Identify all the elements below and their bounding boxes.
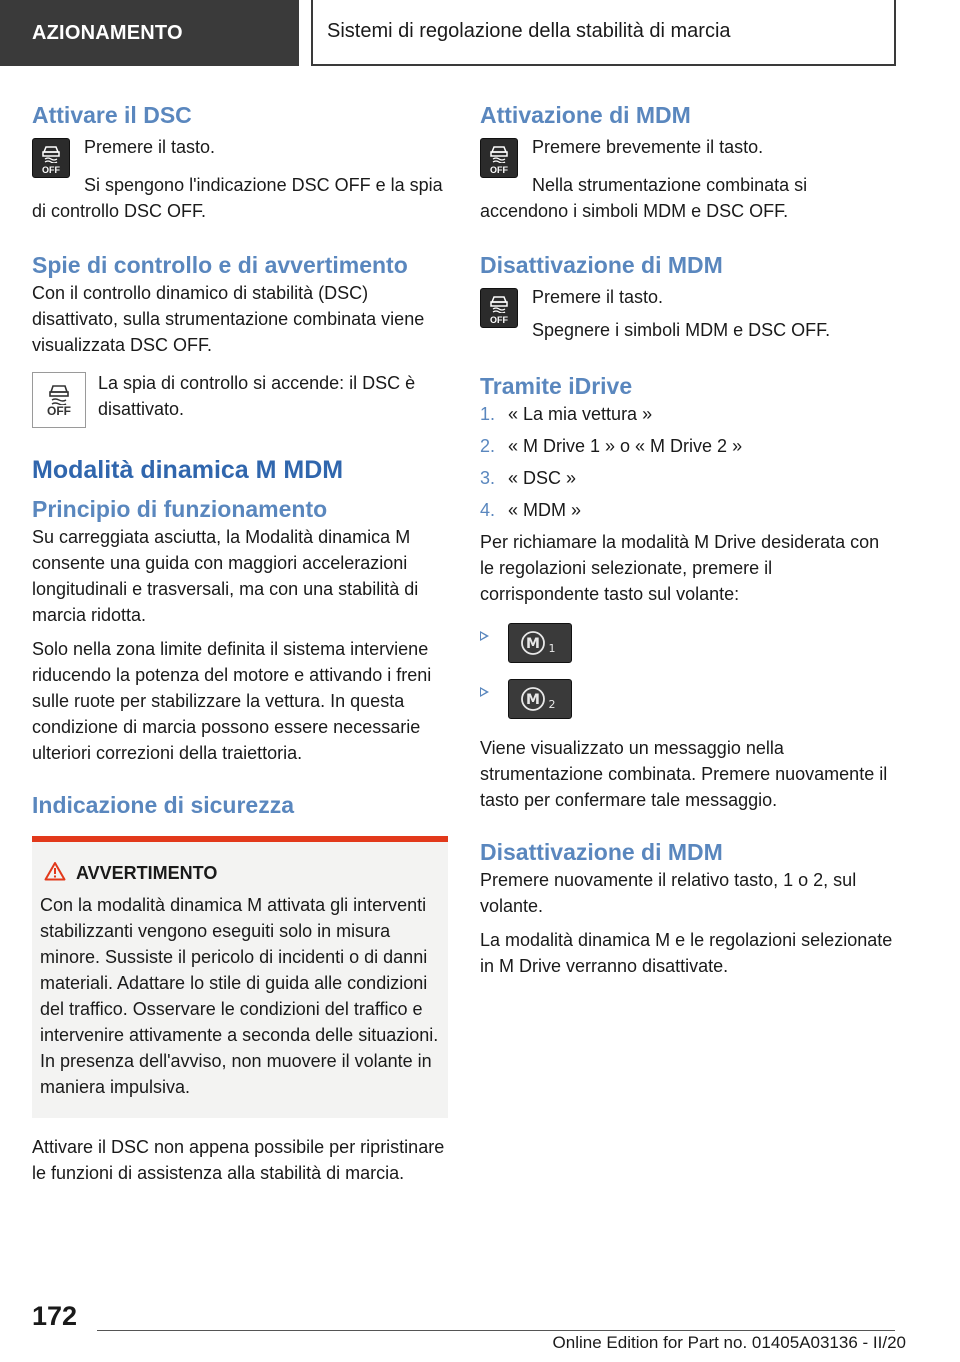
activate-dsc-result: Si spengono l'indicazione DSC OFF e la spia di controllo DSC OFF. (32, 175, 443, 221)
idrive-text-1: Per richiamare la modalità M Drive desiderata con le regolazioni selezionate, premere il corrispondente tasto sul volante: (480, 532, 880, 604)
mdm-deactivation2-heading: Disattivazione di MDM (480, 839, 723, 865)
m2-button-row (480, 679, 896, 719)
svg-text:2: 2 (548, 698, 556, 711)
warning-box (32, 836, 448, 1118)
mdm-deactivation-step: Premere il tasto. (532, 287, 664, 307)
right-column (480, 100, 896, 979)
mdm-deactivation-result: Spegnere i simboli MDM e DSC OFF. (532, 320, 831, 340)
mdm-activation-heading: Attivazione di MDM (480, 102, 691, 128)
activate-dsc-block (32, 134, 448, 182)
chapter-title: Sistemi di regolazione della stabilità di marcia (311, 0, 896, 66)
dsc-off-button-icon: OFF (32, 138, 70, 178)
m1-button-icon (508, 623, 572, 663)
activate-dsc-heading: Attivare il DSC (32, 102, 192, 128)
list-item: 3. « DSC » (480, 468, 577, 488)
warning-text: Con la modalità dinamica M attivata gli interventi stabilizzanti vengono eseguiti solo in misura minore. Sussiste il pericolo di incidenti o di danni materiali. Adattare lo stile di guida alle condizioni del traffico. Osservare le condizioni del traffico e intervenire attivamente a seconda delle situazioni. In presenza dell'avviso, non muovere il volante in maniera impulsiva. (40, 895, 439, 1097)
dsc-off-lamp-text: La spia di controllo si accende: il DSC è disattivato. (98, 373, 416, 419)
m2-button-icon (508, 679, 572, 719)
dsc-off-lamp-block (32, 370, 448, 430)
mdm-heading: Modalità dinamica M MDM (32, 456, 344, 484)
idrive-heading: Tramite iDrive (480, 373, 633, 399)
principle-text-2: Solo nella zona limite definita il sistema interviene riducendo la potenza del motore e attivando i freni sulle ruote per stabilizzare la vettura. In questa condizione di marcia possono essere necessarie ulteriori correzioni della traiettoria. (32, 639, 432, 763)
edition-info: Online Edition for Part no. 01405A03136 - II/20 (552, 1333, 906, 1352)
m1-button-row (480, 623, 896, 663)
activate-dsc-step: Premere il tasto. (84, 137, 216, 157)
indicator-lights-text: Con il controllo dinamico di stabilità (DSC) disattivato, sulla strumentazione combinata viene visualizzata DSC OFF. (32, 283, 425, 355)
warning-triangle-icon (44, 861, 66, 881)
indicator-lights-heading: Spie di controllo e di avvertimento (32, 252, 408, 278)
warning-title: AVVERTIMENTO (40, 860, 440, 886)
list-item: 2. « M Drive 1 » o « M Drive 2 » (480, 436, 743, 456)
safety-after-text: Attivare il DSC non appena possibile per ripristinare le funzioni di assistenza alla stabilità di marcia. (32, 1137, 445, 1183)
svg-text:1: 1 (548, 642, 556, 655)
left-column (32, 100, 448, 1186)
svg-text:M: M (526, 692, 540, 708)
mdm-activation-block (480, 134, 896, 182)
page-number: 172 (32, 1301, 78, 1331)
bullet-triangle-icon (480, 687, 489, 697)
mdm-deactivation2-text-2: La modalità dinamica M e le regolazioni selezionate in M Drive verranno disattivate. (480, 930, 893, 976)
dsc-off-button-icon: OFF (480, 138, 518, 178)
section-tab: AZIONAMENTO (0, 0, 299, 66)
dsc-off-lamp-icon: OFF (32, 372, 86, 428)
svg-text:M: M (526, 636, 540, 652)
dsc-off-button-icon: OFF (480, 288, 518, 328)
mdm-deactivation-block (480, 284, 896, 343)
mdm-deactivation2-text-1: Premere nuovamente il relativo tasto, 1 o 2, sul volante. (480, 870, 857, 916)
bullet-triangle-icon (480, 631, 489, 641)
mdm-activation-step: Premere brevemente il tasto. (532, 137, 764, 157)
list-item: 4. « MDM » (480, 500, 582, 520)
mdm-activation-result: Nella strumentazione combinata si accendono i simboli MDM e DSC OFF. (480, 175, 808, 221)
idrive-text-2: Viene visualizzato un messaggio nella strumentazione combinata. Premere nuovamente il tasto per confermare tale messaggio. (480, 738, 888, 810)
mdm-deactivation-heading: Disattivazione di MDM (480, 252, 723, 278)
list-item: 1. « La mia vettura » (480, 404, 653, 424)
principle-text-1: Su carreggiata asciutta, la Modalità dinamica M consente una guida con maggiori accelerazioni longitudinali e trasversali, ma con una stabilità di marcia ridotta. (32, 527, 419, 625)
principle-heading: Principio di funzionamento (32, 496, 328, 522)
idrive-steps (480, 401, 896, 523)
safety-heading: Indicazione di sicurezza (32, 792, 295, 818)
